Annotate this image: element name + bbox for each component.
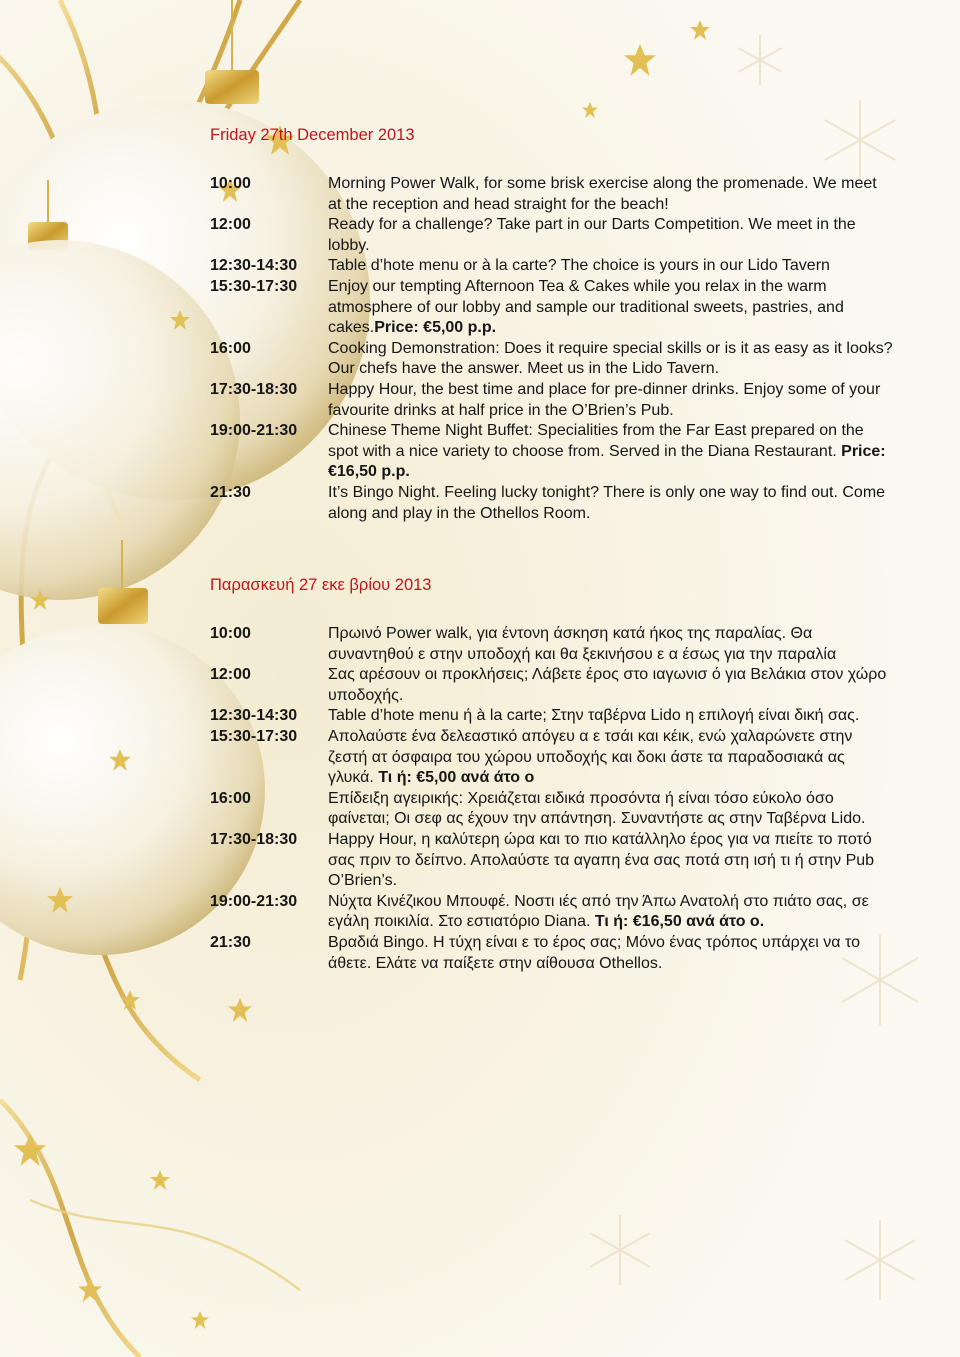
event-description bbox=[328, 215, 893, 256]
event-text: Happy Hour, the best time and place for pre-dinner drinks. Enjoy some of your favourite drinks at half price in the O’Brien’s Pub. bbox=[328, 380, 881, 419]
schedule-row bbox=[210, 339, 910, 380]
event-time: 12:00 bbox=[210, 666, 251, 684]
event-description bbox=[328, 933, 893, 974]
event-text: Chinese Theme Night Buffet: Specialities from the Far East prepared on the spot with a nice variety to choose from. Served in the Diana Restaurant. bbox=[328, 422, 864, 460]
event-time: 21:30 bbox=[210, 933, 251, 951]
event-time: 17:30-18:30 bbox=[210, 380, 298, 398]
event-description bbox=[328, 339, 893, 380]
event-time: 15:30-17:30 bbox=[210, 277, 298, 295]
schedule-row bbox=[210, 421, 910, 483]
event-description bbox=[328, 892, 893, 933]
greek-schedule bbox=[210, 574, 910, 974]
event-description bbox=[328, 665, 893, 706]
event-time: 17:30-18:30 bbox=[210, 830, 298, 848]
event-text: Enjoy our tempting Afternoon Tea & Cakes while you relax in the warm atmosphere of our lobby and sample our traditional sweets, pastries, and cakes. bbox=[328, 277, 844, 337]
event-text: Table d’hote menu ή à la carte; Στην ταβέρνα Lido η επιλογή είναι δική σας. bbox=[328, 707, 860, 725]
event-time: 12:30-14:30 bbox=[210, 257, 298, 275]
greek-event-list bbox=[210, 624, 910, 974]
schedule-row bbox=[210, 215, 910, 256]
schedule-row bbox=[210, 727, 910, 789]
event-description bbox=[328, 380, 893, 421]
english-heading: Friday 27th December 2013 bbox=[210, 126, 415, 144]
event-text: Happy Hour, η καλύτερη ώρα και το πιο κατάλληλο έρος για να πιείτε το ποτό σας πριν το δείπνο. Απολαύστε τα αγαπη ένα σας ποτά στη ισή τι ή στην Pub O’Brien’s. bbox=[328, 830, 875, 890]
event-price: Τι ή: €16,50 ανά άτο ο. bbox=[594, 913, 765, 931]
schedule-row bbox=[210, 665, 910, 706]
event-time: 19:00-21:30 bbox=[210, 422, 298, 440]
schedule-row bbox=[210, 624, 910, 665]
event-description bbox=[328, 483, 893, 524]
event-description bbox=[328, 706, 893, 727]
event-text: Ready for a challenge? Take part in our Darts Competition. We meet in the lobby. bbox=[328, 216, 856, 254]
event-description bbox=[328, 421, 893, 483]
schedule-row bbox=[210, 174, 910, 215]
event-text: Νύχτα Κινέζικου Μπουφέ. Νοστι ιές από την Άπω Ανατολή στο πιάτο σας, σε εγάλη ποικιλία. Στο εστιατόριο Diana. bbox=[328, 892, 869, 931]
event-description bbox=[328, 277, 893, 339]
event-price: Price: €5,00 p.p. bbox=[374, 319, 497, 337]
schedule-row bbox=[210, 830, 910, 892]
event-text: Σας αρέσουν οι προκλήσεις; Λάβετε έρος στο ιαγωνισ ό για Βελάκια στον χώρο υποδοχής. bbox=[328, 666, 887, 704]
event-text: Cooking Demonstration: Does it require special skills or is it as easy as it looks? Our chefs have the answer. Meet us in the Lido Tavern. bbox=[328, 339, 893, 378]
schedule-row bbox=[210, 789, 910, 830]
event-description bbox=[328, 256, 893, 277]
schedule-row bbox=[210, 933, 910, 974]
event-text: It’s Bingo Night. Feeling lucky tonight? There is only one way to find out. Come along and play in the Othellos Room. bbox=[328, 483, 886, 522]
event-description bbox=[328, 830, 893, 892]
english-event-list bbox=[210, 174, 910, 524]
event-price: Τι ή: €5,00 ανά άτο ο bbox=[378, 769, 535, 787]
english-schedule bbox=[210, 124, 910, 524]
event-description bbox=[328, 789, 893, 830]
event-text: Απολαύστε ένα δελεαστικό απόγευ α ε τσάι και κέικ, ενώ χαλαρώνετε στην ζεστή ατ όσφαιρα του χώρου υποδοχής και δοκι άστε τα παραδοσιακά ας γλυκά. bbox=[328, 727, 853, 787]
schedule-row bbox=[210, 380, 910, 421]
event-description bbox=[328, 624, 893, 665]
schedule-row bbox=[210, 892, 910, 933]
schedule-row bbox=[210, 706, 910, 727]
event-text: Πρωινό Power walk, για έντονη άσκηση κατά ήκος της παραλίας. Θα συναντηθού ε στην υποδοχή και θα ξεκινήσου ε α έσως για την παραλία bbox=[328, 625, 837, 663]
event-time: 16:00 bbox=[210, 789, 251, 807]
event-time: 10:00 bbox=[210, 175, 251, 192]
event-description bbox=[328, 727, 893, 789]
event-time: 10:00 bbox=[210, 625, 251, 642]
event-text: Table d’hote menu or à la carte? The choice is yours in our Lido Tavern bbox=[328, 257, 830, 275]
event-time: 19:00-21:30 bbox=[210, 892, 298, 910]
greek-heading: Παρασκευή 27 εκε βρίου 2013 bbox=[210, 576, 432, 594]
schedule-row bbox=[210, 277, 910, 339]
event-price: Price: €16,50 p.p. bbox=[328, 442, 886, 481]
event-text: Βραδιά Bingo. Η τύχη είναι ε το έρος σας; Μόνο ένας τρόπος υπάρχει να το άθετε. Ελάτε να παίξετε στην αίθουσα Othellos. bbox=[328, 933, 860, 972]
schedule-row bbox=[210, 256, 910, 277]
event-description bbox=[328, 174, 893, 215]
schedule-row bbox=[210, 483, 910, 524]
event-time: 12:30-14:30 bbox=[210, 707, 298, 725]
event-time: 16:00 bbox=[210, 339, 251, 357]
event-time: 12:00 bbox=[210, 216, 251, 234]
event-text: Morning Power Walk, for some brisk exercise along the promenade. We meet at the reception and head straight for the beach! bbox=[328, 175, 877, 213]
event-time: 21:30 bbox=[210, 483, 251, 501]
event-text: Επίδειξη αγειρικής: Χρειάζεται ειδικά προσόντα ή είναι τόσο εύκολο όσο φαίνεται; Οι σεφ ας έχουν την απάντηση. Συναντήστε ας στην Ταβέρνα Lido. bbox=[328, 789, 866, 828]
event-time: 15:30-17:30 bbox=[210, 727, 298, 745]
